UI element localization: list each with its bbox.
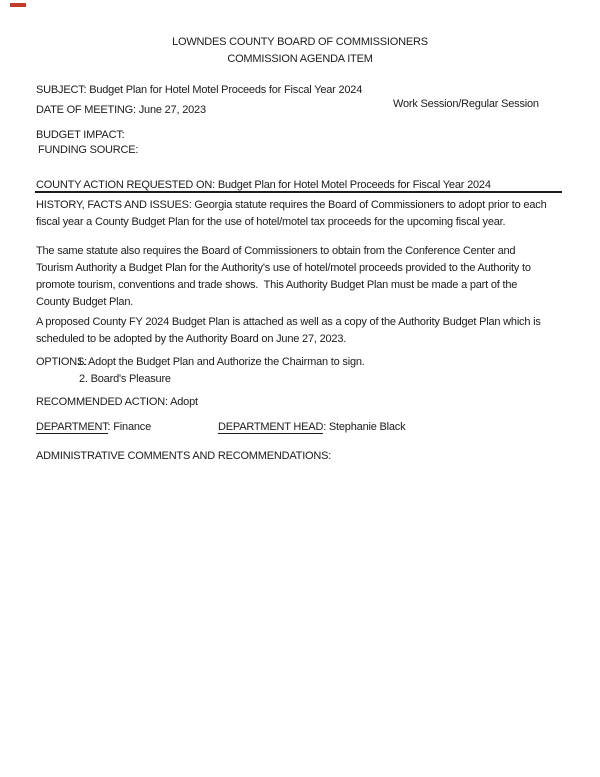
- option-item-2: 2. Board's Pleasure: [79, 373, 171, 385]
- horizontal-divider: [35, 191, 562, 193]
- department-head-value: : Stephanie Black: [323, 421, 406, 433]
- department-head-line: [218, 421, 405, 434]
- history-paragraph-line: fiscal year a County Budget Plan for the use of hotel/motel tax proceeds for the upcoming fiscal year.: [36, 216, 506, 228]
- option-item-1: 1. Adopt the Budget Plan and Authorize the Chairman to sign.: [77, 356, 365, 368]
- document-title-line2: COMMISSION AGENDA ITEM: [227, 53, 373, 65]
- recommended-action-line: RECOMMENDED ACTION: Adopt: [36, 396, 198, 408]
- meeting-date-line: DATE OF MEETING: June 27, 2023: [36, 104, 206, 116]
- department-line: [36, 421, 151, 434]
- department-value: : Finance: [107, 421, 151, 433]
- county-action-line: COUNTY ACTION REQUESTED ON: Budget Plan for Hotel Motel Proceeds for Fiscal Year 2024: [36, 179, 491, 191]
- red-pen-mark: [10, 3, 26, 7]
- department-head-label: DEPARTMENT HEAD: [218, 421, 324, 433]
- history-paragraph-line: HISTORY, FACTS AND ISSUES: Georgia statute requires the Board of Commissioners to adopt prior to each: [36, 199, 547, 211]
- proposal-paragraph-line: A proposed County FY 2024 Budget Plan is attached as well as a copy of the Authority Budget Plan which is: [36, 316, 541, 328]
- administrative-comments-label: ADMINISTRATIVE COMMENTS AND RECOMMENDATIONS:: [36, 450, 332, 462]
- funding-source-label: FUNDING SOURCE:: [38, 144, 139, 156]
- department-label: DEPARTMENT: [36, 421, 108, 433]
- budget-impact-label: BUDGET IMPACT:: [36, 129, 125, 141]
- document-title-line1: LOWNDES COUNTY BOARD OF COMMISSIONERS: [172, 36, 428, 48]
- statute-paragraph-line: County Budget Plan.: [36, 296, 134, 308]
- statute-paragraph-line: promote tourism, conventions and trade shows. This Authority Budget Plan must be made a part of the: [36, 279, 518, 291]
- statute-paragraph-line: Tourism Authority a Budget Plan for the Authority's use of hotel/motel proceeds provided to the Authority to: [36, 262, 531, 274]
- proposal-paragraph-line: scheduled to be adopted by the Authority Board on June 27, 2023.: [36, 333, 347, 345]
- statute-paragraph-line: The same statute also requires the Board of Commissioners to obtain from the Conference Center and: [36, 245, 516, 257]
- options-label: OPTIONS:: [36, 356, 87, 368]
- subject-line: SUBJECT: Budget Plan for Hotel Motel Proceeds for Fiscal Year 2024: [36, 84, 363, 96]
- session-type-label: Work Session/Regular Session: [393, 98, 539, 110]
